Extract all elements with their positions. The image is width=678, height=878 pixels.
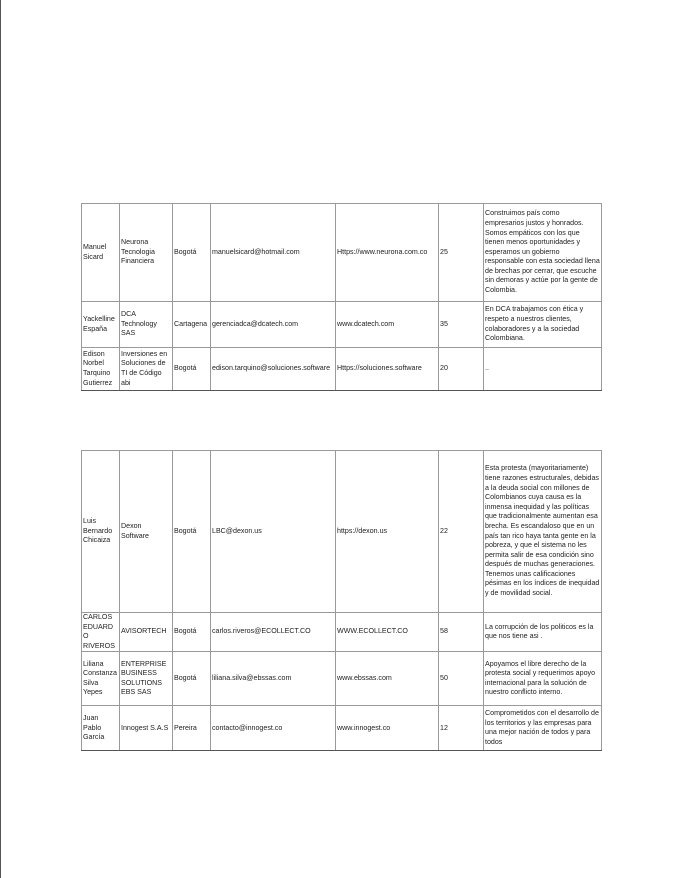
email-cell: gerenciadca@dcatech.com	[211, 302, 336, 348]
table-row	[82, 451, 602, 613]
number-cell: 20	[439, 348, 484, 391]
company-cell: Innogest S.A.S	[120, 706, 173, 751]
city-cell: Bogotá	[173, 348, 211, 391]
email-cell: liliana.silva@ebssas.com	[211, 652, 336, 706]
city-cell: Cartagena	[173, 302, 211, 348]
company-cell: ENTERPRISE BUSINESS SOLUTIONS EBS SAS	[120, 652, 173, 706]
email-cell: edison.tarquino@soluciones.software	[211, 348, 336, 391]
table-row	[82, 348, 602, 391]
city-cell: Bogotá	[173, 451, 211, 613]
website-cell: www.ebssas.com	[336, 652, 439, 706]
city-cell: Pereira	[173, 706, 211, 751]
name-cell: Manuel Sicard	[82, 204, 120, 302]
comment-cell: En DCA trabajamos con ética y respeto a nuestros clientes, colaboradores y a la sociedad Colombiana.	[484, 302, 602, 348]
table-row	[82, 706, 602, 751]
website-cell: Https://soluciones.software	[336, 348, 439, 391]
company-cell: AVISORTECH	[120, 613, 173, 652]
number-cell: 25	[439, 204, 484, 302]
company-cell: Dexon Software	[120, 451, 173, 613]
name-cell: Edison Norbel Tarquino Gutierrez	[82, 348, 120, 391]
table-row	[82, 652, 602, 706]
website-cell: Https://www.neurona.com.co	[336, 204, 439, 302]
name-cell: Yackelline España	[82, 302, 120, 348]
email-cell: manuelsicard@hotmail.com	[211, 204, 336, 302]
name-cell: Juan Pablo García	[82, 706, 120, 751]
city-cell: Bogotá	[173, 652, 211, 706]
signatories-table-1	[81, 203, 602, 391]
email-cell: LBC@dexon.us	[211, 451, 336, 613]
name-cell: Luis Bernardo Chicaiza	[82, 451, 120, 613]
company-cell: Neurona Tecnologia Financiera	[120, 204, 173, 302]
number-cell: 58	[439, 613, 484, 652]
number-cell: 22	[439, 451, 484, 613]
table-row	[82, 204, 602, 302]
signatories-table-2	[81, 450, 602, 751]
email-cell: carlos.riveros@ECOLLECT.CO	[211, 613, 336, 652]
table-row	[82, 613, 602, 652]
comment-cell: Apoyamos el libre derecho de la protesta social y requerimos apoyo internacional para la solución de nuestro conflicto interno.	[484, 652, 602, 706]
comment-cell: Comprometidos con el desarrollo de los territorios y las empresas para una mejor nación de todos y para todos	[484, 706, 602, 751]
table-row	[82, 302, 602, 348]
name-cell: Liliana Constanza Silva Yepes	[82, 652, 120, 706]
name-cell: CARLOS EDUARDO RIVEROS	[82, 613, 120, 652]
website-cell: www.dcatech.com	[336, 302, 439, 348]
comment-cell: Esta protesta (mayoritariamente) tiene razones estructurales, debidas a la deuda social con millones de Colombianos cuya causa es la inmensa inequidad y las políticas que tradicionalmente aumentan esa brecha. Es escandaloso que en un país tan rico haya tanta gente en la pobreza, y que el sistema no les permita salir de esa condición sino después de muchas generaciones. Tenemos unas calificaciones pésimas en los índices de inequidad y de movilidad social.	[484, 451, 602, 613]
website-cell: www.innogest.co	[336, 706, 439, 751]
number-cell: 12	[439, 706, 484, 751]
comment-cell: Construimos país como empresarios justos y honrados. Somos empáticos con los que tienen menos oportunidades y esperamos un gobierno responsable con esta sociedad llena de brechas por cerrar, que escuche sin demoras y actúe por la gente de Colombia.	[484, 204, 602, 302]
company-cell: Inversiones en Soluciones de TI de Código abi	[120, 348, 173, 391]
number-cell: 35	[439, 302, 484, 348]
city-cell: Bogotá	[173, 613, 211, 652]
comment-cell: ..	[484, 348, 602, 391]
city-cell: Bogotá	[173, 204, 211, 302]
email-cell: contacto@innogest.co	[211, 706, 336, 751]
website-cell: https://dexon.us	[336, 451, 439, 613]
website-cell: WWW.ECOLLECT.CO	[336, 613, 439, 652]
company-cell: DCA Technology SAS	[120, 302, 173, 348]
number-cell: 50	[439, 652, 484, 706]
page-left-border	[0, 0, 1, 878]
comment-cell: La corrupción de los politicos es la que nos tiene asi .	[484, 613, 602, 652]
